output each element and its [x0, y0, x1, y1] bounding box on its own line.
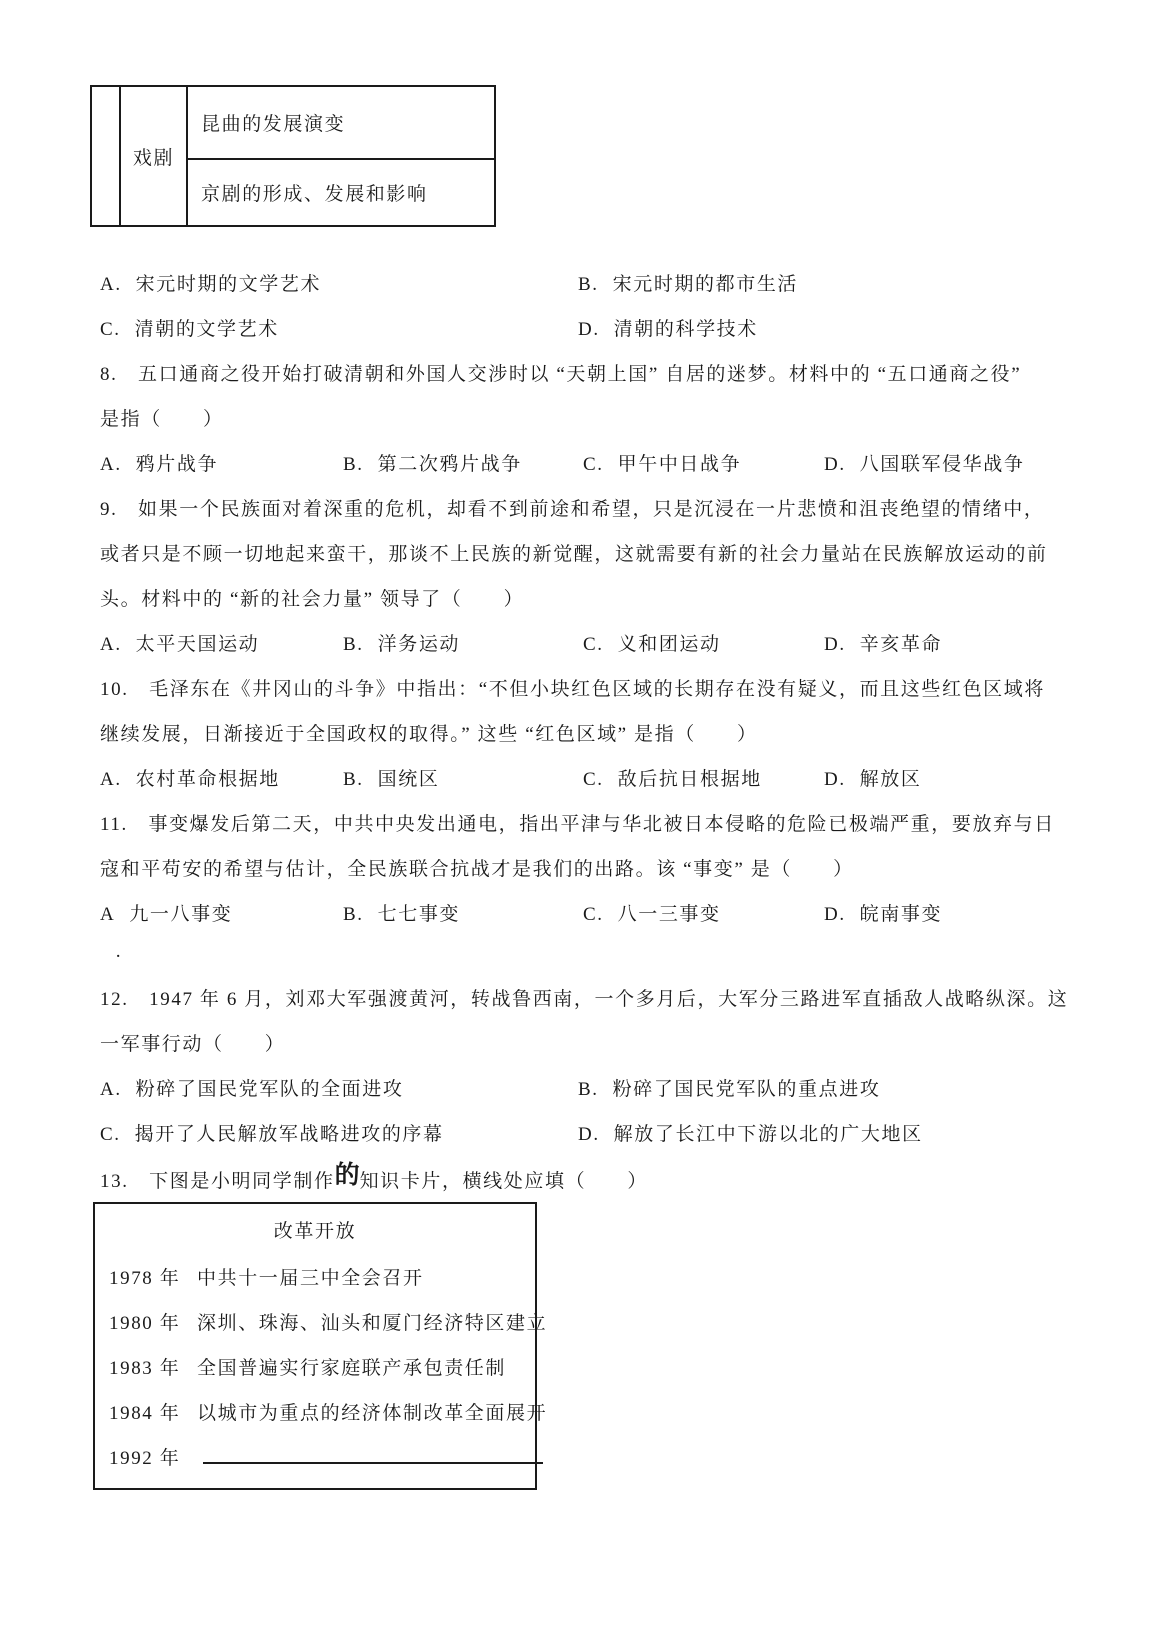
card-entry-1992 — [95, 1436, 535, 1481]
option-label: D. — [824, 769, 846, 790]
option-text: 敌后抗日根据地 — [617, 769, 762, 790]
question-8-line-2: 是指（ ） — [100, 409, 224, 430]
option-c — [583, 442, 824, 487]
option-text: 解放区 — [859, 769, 922, 790]
card-entry-1984 — [95, 1391, 548, 1436]
card-title: 改革开放 — [273, 1221, 357, 1242]
option-label: C. — [583, 454, 604, 475]
option-text: 宋元时期的文学艺术 — [135, 274, 322, 295]
option-label: D. — [824, 904, 846, 925]
option-text: 义和团运动 — [617, 634, 721, 655]
option-text: 宋元时期的都市生活 — [612, 274, 799, 295]
option-b — [343, 892, 583, 937]
option-label: D. — [824, 454, 846, 475]
card-entry-1980 — [95, 1301, 548, 1346]
option-text: 粉碎了国民党军队的重点进攻 — [612, 1079, 881, 1100]
knowledge-card — [93, 1202, 548, 1490]
option-text: 八国联军侵华战争 — [859, 454, 1025, 475]
option-a — [100, 442, 343, 487]
question-11-line-1: 11. 事变爆发后第二天，中共中央发出通电，指出平津与华北被日本侵略的危险已极端严重，要放弃与日 — [100, 814, 1055, 835]
option-label: C. — [583, 904, 604, 925]
option-text: 第二次鸦片战争 — [377, 454, 522, 475]
question-7-options-row-1 — [100, 262, 1065, 307]
option-label: C. — [100, 319, 121, 340]
option-d — [824, 757, 921, 802]
option-label: D. — [578, 319, 600, 340]
option-text: 太平天国运动 — [135, 634, 260, 655]
option-b — [578, 262, 798, 307]
option-text: 鸦片战争 — [135, 454, 219, 475]
question-11-options-row — [100, 892, 1065, 937]
question-7-options-row-2 — [100, 307, 1065, 352]
option-text: 洋务运动 — [377, 634, 461, 655]
option-label: B. — [578, 274, 599, 295]
option-d — [578, 307, 758, 352]
option-d — [824, 442, 1024, 487]
option-text: 辛亥革命 — [859, 634, 943, 655]
question-9-options-row — [100, 622, 1065, 667]
option-label: B. — [343, 634, 364, 655]
question-content — [100, 262, 1069, 1490]
option-b — [343, 442, 583, 487]
option-label: A. — [100, 1079, 122, 1100]
question-9-line-3: 头。材料中的 “新的社会力量” 领导了（ ） — [100, 589, 525, 610]
option-label: B. — [343, 904, 364, 925]
entry-year: 1984 年 — [109, 1403, 181, 1424]
drama-topic-table — [90, 85, 496, 227]
entry-event: 以城市为重点的经济体制改革全面展开 — [197, 1403, 548, 1424]
option-c — [100, 1112, 578, 1157]
question-9-line-2: 或者只是不顾一切地起来蛮干，那谈不上民族的新觉醒，这就需要有新的社会力量站在民族解放运动的前 — [100, 544, 1048, 565]
option-text: 粉碎了国民党军队的全面进攻 — [135, 1079, 404, 1100]
option-label: C. — [100, 1124, 121, 1145]
card-entry-1983 — [95, 1346, 535, 1391]
option-text: 清朝的科学技术 — [613, 319, 758, 340]
option-text: 九一八事变 — [129, 904, 233, 925]
option-text: 揭开了人民解放军战略进攻的序幕 — [134, 1124, 444, 1145]
card-entry-1978 — [95, 1256, 535, 1301]
option-label: A. — [100, 769, 122, 790]
option-text: 解放了长江中下游以北的广大地区 — [613, 1124, 923, 1145]
entry-year: 1983 年 — [109, 1358, 181, 1379]
option-label: B. — [343, 454, 364, 475]
question-11-line-2: 寇和平苟安的希望与估计，全民族联合抗战才是我们的出路。该 “事变” 是（ ） — [100, 859, 854, 880]
option-b — [343, 757, 583, 802]
option-text: 国统区 — [377, 769, 440, 790]
stray-period-mark: · — [115, 946, 123, 967]
option-d — [824, 622, 942, 667]
question-13-line — [100, 1157, 1065, 1202]
option-a — [100, 892, 343, 937]
entry-event: 中共十一届三中全会召开 — [197, 1268, 424, 1289]
question-9-line-1: 9. 如果一个民族面对着深重的危机，却看不到前途和希望，只是沉浸在一片悲愤和沮丧绝望的情绪中， — [100, 499, 1045, 520]
option-text: 甲午中日战争 — [617, 454, 742, 475]
entry-event: 深圳、珠海、汕头和厦门经济特区建立 — [197, 1313, 548, 1334]
option-text: 皖南事变 — [859, 904, 943, 925]
option-label: A. — [100, 634, 122, 655]
option-label: D. — [578, 1124, 600, 1145]
option-c — [100, 307, 578, 352]
option-a — [100, 1067, 578, 1112]
question-10-options-row — [100, 757, 1065, 802]
table-cell-kunqu: 昆曲的发展演变 — [187, 86, 495, 159]
question-12-options-row-1 — [100, 1067, 1065, 1112]
entry-event: 全国普遍实行家庭联产承包责任制 — [197, 1358, 507, 1379]
table-cell-jingju: 京剧的形成、发展和影响 — [187, 159, 495, 226]
option-c — [583, 622, 824, 667]
option-label: C. — [583, 634, 604, 655]
question-13-suffix: 知识卡片，横线处应填（ ） — [359, 1171, 648, 1192]
question-8-line-1: 8. 五口通商之役开始打破清朝和外国人交涉时以 “天朝上国” 自居的迷梦。材料中的 “五口通商之役” — [100, 364, 1022, 385]
option-b — [578, 1067, 880, 1112]
question-10-line-1: 10. 毛泽东在《井冈山的斗争》中指出：“不但小块红色区域的长期存在没有疑义，而且这些红色区域将 — [100, 679, 1045, 700]
option-a — [100, 757, 343, 802]
option-c — [583, 892, 824, 937]
fill-in-blank-line — [203, 1446, 543, 1464]
question-12-options-row-2 — [100, 1112, 1065, 1157]
table-row — [91, 86, 495, 159]
option-text: 农村革命根据地 — [135, 769, 280, 790]
option-d — [824, 892, 942, 937]
option-b — [343, 622, 583, 667]
question-13-emphasis: 的 — [334, 1162, 360, 1189]
table-cell-empty — [91, 86, 120, 226]
option-label: B. — [343, 769, 364, 790]
question-12-line-1: 12. 1947 年 6 月，刘邓大军强渡黄河，转战鲁西南，一个多月后，大军分三路进军直插敌人战略纵深。这 — [100, 989, 1069, 1010]
entry-year: 1980 年 — [109, 1313, 181, 1334]
option-label: B. — [578, 1079, 599, 1100]
option-label: D. — [824, 634, 846, 655]
option-text: 八一三事变 — [617, 904, 721, 925]
option-label: C. — [583, 769, 604, 790]
option-d — [578, 1112, 923, 1157]
entry-year: 1978 年 — [109, 1268, 181, 1289]
option-text: 清朝的文学艺术 — [134, 319, 279, 340]
option-label: A — [100, 904, 116, 925]
question-10-line-2: 继续发展，日渐接近于全国政权的取得。” 这些 “红色区域” 是指（ ） — [100, 724, 758, 745]
question-13-prefix: 13. 下图是小明同学制作 — [100, 1171, 335, 1192]
option-a — [100, 622, 343, 667]
table-cell-category: 戏剧 — [120, 86, 187, 226]
option-label: A. — [100, 274, 122, 295]
question-8-options-row — [100, 442, 1065, 487]
option-a — [100, 262, 578, 307]
option-label: A. — [100, 454, 122, 475]
option-text: 七七事变 — [377, 904, 461, 925]
entry-year: 1992 年 — [109, 1448, 181, 1469]
option-c — [583, 757, 824, 802]
question-12-line-2: 一军事行动（ ） — [100, 1034, 286, 1055]
